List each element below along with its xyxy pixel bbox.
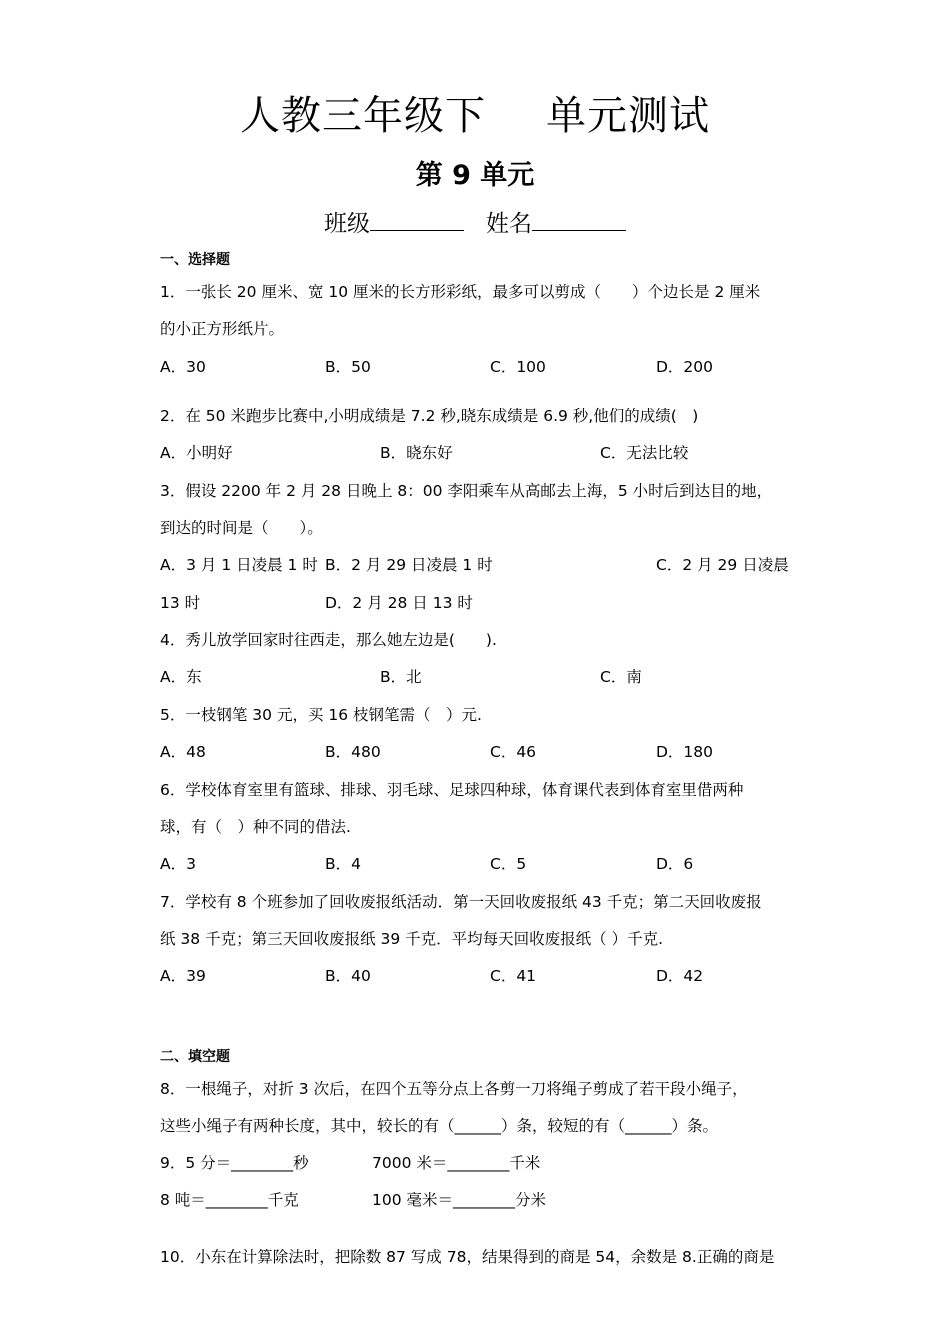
q1-option-a: A．30 <box>160 358 206 376</box>
q4-line1: 4．秀儿放学回家时往西走，那么她左边是( ). <box>160 631 497 649</box>
unit-title: 第 9 单元 <box>415 160 535 191</box>
q5-line1: 5．一枝钢笔 30 元，买 16 枝钢笔需（ ）元. <box>160 706 482 724</box>
q6-option-b: B．4 <box>325 855 361 873</box>
q2-line1: 2．在 50 米跑步比赛中,小明成绩是 7.2 秒,晓东成绩是 6.9 秒,他们的成绩( ) <box>160 407 699 425</box>
q2-option-a: A．小明好 <box>160 444 233 462</box>
q1-option-b: B．50 <box>325 358 371 376</box>
q5-option-d: D．180 <box>656 743 714 761</box>
student-info <box>0 205 950 238</box>
section-choice-title: 一、选择题 <box>160 252 230 268</box>
q7-option-c: C．41 <box>490 967 537 985</box>
q9-row1 <box>160 1151 800 1173</box>
q3-options <box>160 553 800 575</box>
q3-line2: 到达的时间是（ ）。 <box>160 519 323 537</box>
title-grade: 人教三年级下 <box>240 93 486 139</box>
q6-line2: 球，有（ ）种不同的借法. <box>160 818 351 836</box>
q6-option-d: D．6 <box>656 855 694 873</box>
q4-option-b: B．北 <box>380 668 422 686</box>
q4-option-a: A．东 <box>160 668 202 686</box>
q5-option-a: A．48 <box>160 743 206 761</box>
q3-option-c-cont: 13 时 <box>160 594 201 612</box>
q6-options <box>160 852 800 874</box>
name-label: 姓名 <box>486 211 532 237</box>
q1-options <box>160 355 800 377</box>
q2-option-c: C．无法比较 <box>600 444 689 462</box>
q9-row2 <box>160 1188 800 1210</box>
q7-option-a: A．39 <box>160 967 206 985</box>
q7-options <box>160 964 800 986</box>
name-blank[interactable] <box>532 208 626 231</box>
section-fill-title: 二、填空题 <box>160 1049 230 1065</box>
q3-line1: 3．假设 2200 年 2 月 28 日晚上 8：00 李阳乘车从高邮去上海，5 小时后到达目的地， <box>160 482 773 500</box>
q1-line1: 1．一张长 20 厘米、宽 10 厘米的长方形彩纸，最多可以剪成（ ）个边长是 2 厘米 <box>160 283 761 301</box>
q9-part-b: 7000 米＝________千米 <box>372 1154 541 1172</box>
q10-line1: 10．小东在计算除法时，把除数 87 写成 78，结果得到的商是 54，余数是 8.正确的商是 <box>160 1248 775 1266</box>
q3-option-b: B．2 月 29 日凌晨 1 时 <box>325 556 493 574</box>
q1-option-d: D．200 <box>656 358 714 376</box>
q3-option-a: A．3 月 1 日凌晨 1 时 <box>160 556 318 574</box>
q3-options-cont <box>160 591 800 613</box>
title-test: 单元测试 <box>546 93 710 139</box>
q4-option-c: C．南 <box>600 668 642 686</box>
q3-option-c: C．2 月 29 日凌晨 <box>656 556 789 574</box>
q7-line1: 7．学校有 8 个班参加了回收废报纸活动．第一天回收废报纸 43 千克；第二天回收废报 <box>160 893 762 911</box>
q2-option-b: B．晓东好 <box>380 444 453 462</box>
q1-line2: 的小正方形纸片。 <box>160 320 285 338</box>
document-title <box>0 84 950 141</box>
class-label: 班级 <box>324 211 370 237</box>
q8-line1: 8．一根绳子，对折 3 次后，在四个五等分点上各剪一刀将绳子剪成了若干段小绳子， <box>160 1080 748 1098</box>
q9-part-d: 100 毫米＝________分米 <box>372 1191 547 1209</box>
q4-options <box>160 665 800 687</box>
q3-option-d: D．2 月 28 日 13 时 <box>325 594 473 612</box>
q6-option-a: A．3 <box>160 855 196 873</box>
q9-part-c: 8 吨＝________千克 <box>160 1191 299 1209</box>
q7-option-b: B．40 <box>325 967 371 985</box>
q1-option-c: C．100 <box>490 358 546 376</box>
q6-option-c: C．5 <box>490 855 527 873</box>
q2-options <box>160 441 800 463</box>
q9-part-a: 9．5 分＝________秒 <box>160 1154 309 1172</box>
class-blank[interactable] <box>370 208 464 231</box>
q7-line2: 纸 38 千克；第三天回收废报纸 39 千克．平均每天回收废报纸（ ）千克. <box>160 930 664 948</box>
q5-option-c: C．46 <box>490 743 537 761</box>
q5-options <box>160 740 800 762</box>
q5-option-b: B．480 <box>325 743 381 761</box>
q8-line2: 这些小绳子有两种长度，其中，较长的有（______）条，较短的有（______）条。 <box>160 1117 719 1135</box>
q7-option-d: D．42 <box>656 967 704 985</box>
q6-line1: 6．学校体育室里有篮球、排球、羽毛球、足球四种球，体育课代表到体育室里借两种 <box>160 781 744 799</box>
